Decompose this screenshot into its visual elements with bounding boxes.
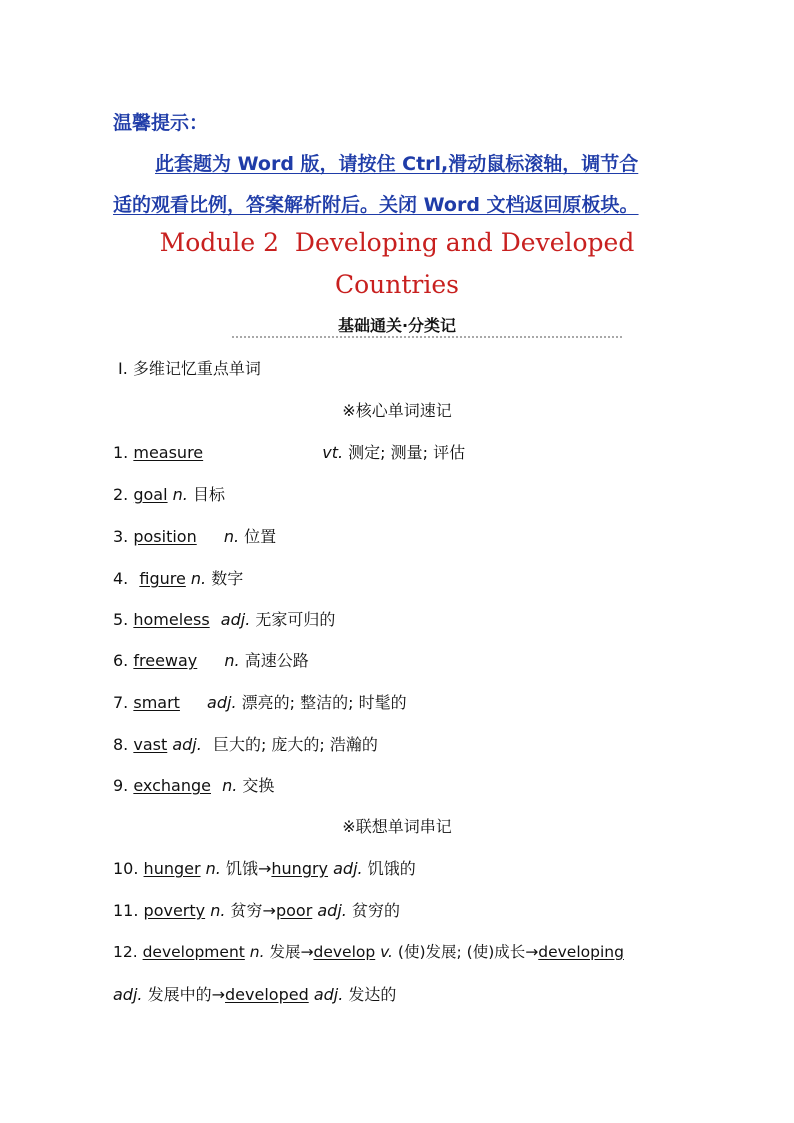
- meaning: 测定; 测量; 评估: [348, 443, 466, 462]
- meaning: 贫穷→: [230, 901, 276, 920]
- vocab-word: development: [142, 943, 245, 961]
- vocab-entry: [113, 773, 274, 796]
- vocab-entry: [113, 898, 400, 921]
- vocab-word: developed: [225, 985, 309, 1004]
- part-of-speech: v.: [380, 943, 393, 961]
- entry-number: 6.: [113, 651, 129, 670]
- part-of-speech: n.: [190, 569, 207, 588]
- vocab-entry: [113, 732, 378, 755]
- dotted-divider: [232, 336, 622, 338]
- vocab-word: develop: [313, 943, 376, 961]
- vocab-word: homeless: [133, 610, 210, 629]
- part-of-speech: n.: [249, 943, 265, 961]
- vocab-entry: [113, 524, 276, 547]
- part-of-speech: n.: [172, 485, 188, 504]
- part-of-speech: adj.: [313, 985, 344, 1004]
- vocab-entry: [113, 690, 407, 713]
- part-of-speech: vt.: [322, 443, 344, 462]
- vocab-entry: [113, 856, 416, 879]
- section-title: 基础通关·分类记: [337, 316, 457, 335]
- meaning: 无家可归的: [255, 610, 336, 629]
- module-title-line-1: Module 2 Developing and Developed: [159, 228, 635, 257]
- vocab-entry: [113, 940, 624, 962]
- meaning: 目标: [192, 485, 225, 504]
- entry-number: 12.: [113, 943, 138, 961]
- part-of-speech: adj.: [317, 901, 347, 920]
- vocab-word: vast: [133, 735, 168, 754]
- vocab-word: poor: [275, 901, 313, 920]
- vocab-word: poverty: [143, 901, 206, 920]
- associated-words-label: ※联想单词串记: [342, 817, 452, 836]
- meaning: 数字: [211, 569, 244, 588]
- vocab-entry-continued: [113, 982, 396, 1005]
- meaning: (使)发展; (使)成长→: [397, 943, 539, 961]
- tip-line-2: 适的观看比例，答案解析附后。关闭 Word 文档返回原板块。: [113, 194, 639, 216]
- tip-line-1: 此套题为 Word 版，请按住 Ctrl,滑动鼠标滚轴，调节合: [155, 153, 639, 175]
- tip-title: 温馨提示：: [113, 112, 209, 134]
- vocab-word: exchange: [133, 776, 211, 795]
- part-of-speech: n.: [222, 776, 238, 795]
- meaning: 巨大的; 庞大的; 浩瀚的: [212, 735, 378, 754]
- meaning: 高速公路: [244, 651, 309, 670]
- vocab-word: hunger: [143, 859, 201, 878]
- module-title-line-2: Countries: [335, 270, 459, 299]
- entry-number: 5.: [113, 610, 129, 629]
- part-of-speech: n.: [224, 651, 240, 670]
- meaning: 发达的: [348, 985, 397, 1004]
- entry-number: 9.: [113, 776, 129, 795]
- vocab-word: freeway: [133, 651, 198, 670]
- entry-number: 8.: [113, 735, 129, 754]
- entry-number: 1.: [113, 443, 129, 462]
- vocab-word: position: [133, 527, 197, 546]
- vocab-word: hungry: [271, 859, 329, 878]
- meaning: 发展→: [269, 943, 314, 961]
- part-of-speech: n.: [205, 859, 221, 878]
- entry-number: 3.: [113, 527, 129, 546]
- part-title: Ⅰ. 多维记忆重点单词: [118, 359, 261, 378]
- part-of-speech: adj.: [220, 610, 251, 629]
- entry-number: 2.: [113, 485, 129, 504]
- core-words-label: ※核心单词速记: [342, 401, 452, 420]
- vocab-entry: [113, 440, 465, 463]
- entry-number: 7.: [113, 693, 129, 712]
- vocab-word: measure: [133, 443, 204, 462]
- vocab-entry: [113, 566, 243, 589]
- part-of-speech: adj.: [172, 735, 202, 754]
- meaning: 饥饿的: [367, 859, 416, 878]
- meaning: 漂亮的; 整洁的; 时髦的: [241, 693, 407, 712]
- entry-number: 10.: [113, 859, 139, 878]
- vocab-word: goal: [133, 485, 168, 504]
- part-of-speech: n.: [210, 901, 226, 920]
- part-of-speech: adj.: [333, 859, 363, 878]
- vocab-entry: [113, 648, 309, 671]
- meaning: 位置: [244, 527, 277, 546]
- vocab-word: developing: [538, 943, 624, 961]
- meaning: 交换: [242, 776, 275, 795]
- vocab-entry: [113, 607, 335, 630]
- meaning: 饥饿→: [225, 859, 272, 878]
- meaning: 贫穷的: [351, 901, 400, 920]
- vocab-word: smart: [133, 693, 180, 712]
- vocab-word: figure: [139, 569, 186, 588]
- vocab-entry: [113, 482, 225, 505]
- entry-number: 11.: [113, 901, 139, 920]
- part-of-speech: n.: [223, 527, 240, 546]
- part-of-speech: adj.: [113, 985, 143, 1004]
- part-of-speech: adj.: [207, 693, 237, 712]
- meaning: 发展中的→: [147, 985, 226, 1004]
- entry-number: 4.: [113, 569, 129, 588]
